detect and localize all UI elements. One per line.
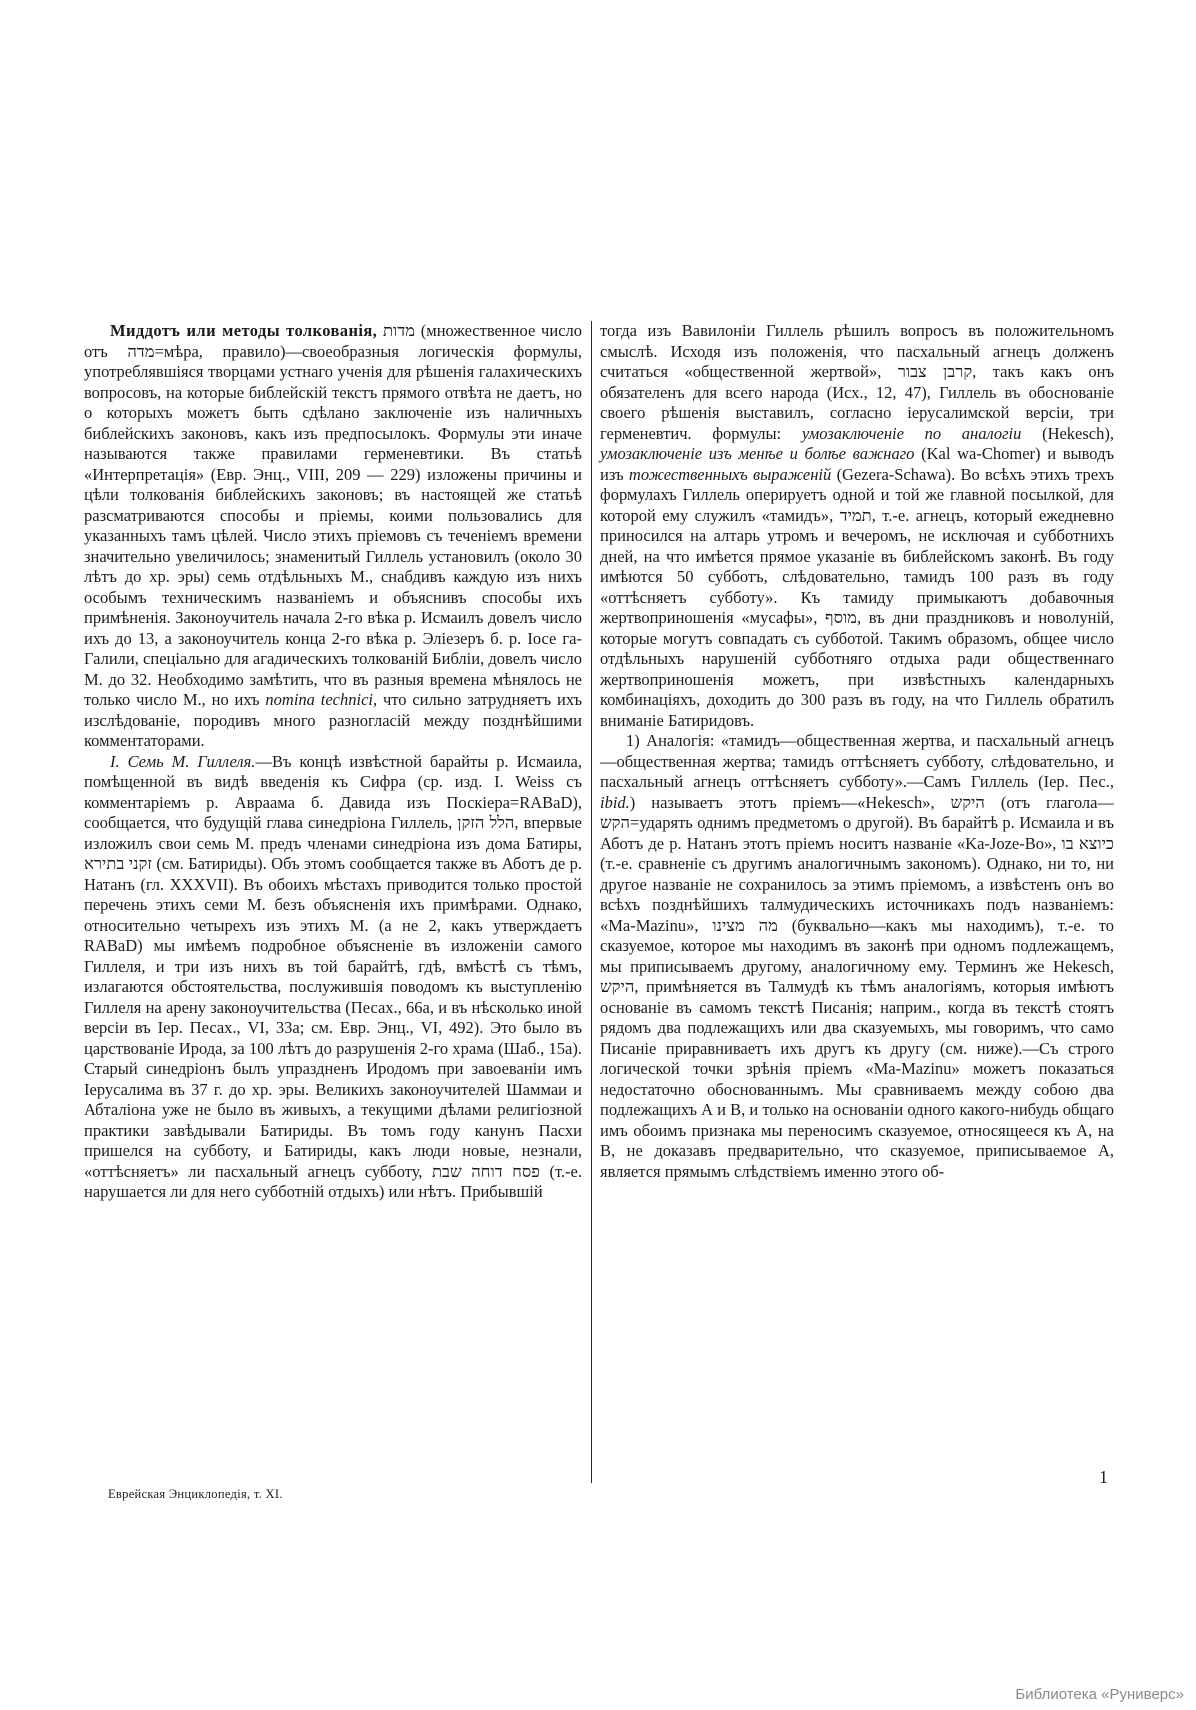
emphasis-text: умозаключеніе изъ менѣе и болѣе важнаго <box>600 444 915 463</box>
text-segment: (Gezera-Schawa). Во всѣхъ этихъ трехъ формулахъ Гиллель оперируетъ одной и той же главной посылкой, для которой ему служилъ «тамидъ», תמיד, т.-е. агнецъ, который ежедневно приносился на алтарь утромъ и вечеромъ, не исключая и субботнихъ дней, на что имѣется прямое указаніе въ библейскомъ законѣ. Въ году имѣются 50 субботъ, слѣдовательно, тамидъ 100 разъ въ году «оттѣсняетъ субботу». Къ тамиду примыкаютъ добавочныя жертвоприношенія «мусафы», מוסף, въ дни праздниковъ и новолуній, которые могутъ совпадать съ субботой. Такимъ образомъ, общее число отдѣльныхъ нарушеній субботняго отдыха ради общественнаго жертвоприношенія можетъ, при извѣстныхъ календарныхъ комбинаціяхъ, доходить до 300 разъ въ году, на что Гиллель обратилъ вниманіе Батиридовъ. <box>600 464 1114 730</box>
text-segment: (Kal wa-Chomer) и выводъ изъ <box>600 444 1114 484</box>
two-column-layout <box>84 321 1114 1483</box>
text-segment: , что сильно затрудняетъ ихъ изслѣдованіе, породивъ много разногласій между позднѣйшими комментаторами. <box>84 690 582 750</box>
paragraph-section-1 <box>84 752 582 1203</box>
text-segment: тогда изъ Вавилоніи Гиллель рѣшилъ вопросъ въ положительномъ смыслѣ. Исходя изъ положенія, что пасхальный агнецъ долженъ считаться «общественной жертвой», קרבן צבור, такъ какъ онъ обязателенъ для всего народа (Исх., 12, 47), Гиллель въ обоснованіе своего рѣшенія выставилъ, согласно іерусалимской версіи, три герменевтич. формулы: <box>600 321 1114 443</box>
emphasis-text: ibid. <box>600 792 630 812</box>
column-divider <box>591 321 592 1483</box>
page-number: 1 <box>1099 1467 1108 1487</box>
emphasis-text: nomina technici <box>265 690 373 709</box>
text-segment: ) называетъ этотъ пріемъ—«Hekesch», היקש (отъ глагола—הקש=ударять однимъ предметомъ о другой). Въ барайтѣ р. Исмаила и въ Аботъ де р. Натанъ этотъ пріемъ носитъ названіе «Ka-Joze-Bo», כיוצא בו (т.-е. сравненіе съ другимъ аналогичнымъ закономъ). Однако, ни то, ни другое названіе не сохранилось за этимъ пріемомъ, а извѣстенъ онъ во всѣхъ позднѣйшихъ талмудическихъ источникахъ подъ названіемъ: «Ma-Mazinu», מה מצינו (буквально—какъ мы находимъ), т.-е. то сказуемое, которое мы находимъ въ законѣ при одномъ подлежащемъ, мы приписываемъ другому, аналогичному ему. Терминъ же Hekesch, היקש, примѣняется въ Талмудѣ къ тѣмъ аналогіямъ, которыя имѣютъ основаніе въ самомъ текстѣ Писанія; наприм., когда въ текстѣ стоятъ рядомъ два подлежащихъ или два сказуемыхъ, мы говоримъ, что само Писаніе приравниваетъ ихъ другъ къ другу (см. ниже).—Съ строго логической точки зрѣнія пріемъ «Ma-Mazinu» можетъ показаться недостаточно обоснованнымъ. Мы сравниваемъ между собою два подлежащихъ А и В, и только на основаніи одного какого-нибудь общаго имъ обоимъ признака мы переносимъ сказуемое, относящееся къ А, на В, не доказавъ предварительно, что сказуемое, приписываемое А, является прямымъ слѣдствіемъ именно этого об- <box>600 792 1114 1181</box>
right-column <box>600 321 1114 1483</box>
volume-imprint: Еврейская Энциклопедія, т. XI. <box>108 1487 283 1501</box>
left-column <box>84 321 582 1483</box>
paragraph-analogy <box>600 731 1114 1182</box>
text-segment: 1) Аналогія: «тамидъ—общественная жертва, и пасхальный агнецъ—общественная жертва; тамидъ оттѣсняетъ субботу, слѣдовательно, и пасхальный агнецъ оттѣсняетъ субботу».—Самъ Гиллель (Іер. Пес., <box>600 731 1114 791</box>
paragraph-continuation <box>600 321 1114 731</box>
paragraph-intro <box>84 321 582 752</box>
emphasis-text: умозаключеніе по аналогіи <box>801 423 1022 443</box>
text-segment: מדות (множественное число отъ מדה=мѣра, правило)—своеобразныя логическія формулы, употреблявшіяся творцами устнаго ученія для рѣшенія галахическихъ вопросовъ, на которые библейскій текстъ прямого отвѣта не даетъ, но о которыхъ можетъ быть сдѣлано заключеніе изъ наличныхъ библейскихъ законовъ, какъ изъ предпосылокъ. Формулы эти иначе называются также правилами герменевтики. Въ статьѣ «Интерпретація» (Евр. Энц., VIII, 209 — 229) изложены причины и цѣли толкованія библейскихъ законовъ; въ настоящей же статьѣ разсматриваются способы и пріемы, коими пользовались для указанныхъ тамъ цѣлей. Число этихъ пріемовъ съ теченіемъ времени значительно увеличилось; знаменитый Гиллель установилъ (около 30 лѣтъ до хр. эры) семь отдѣльныхъ М., снабдивъ каждую изъ нихъ особымъ техническимъ названіемъ и объяснивъ способы ихъ примѣненія. Законоучитель начала 2-го вѣка р. Исмаилъ довелъ число ихъ до 13, а законоучитель конца 2-го вѣка р. Эліезеръ б. р. Іосе га-Галили, спеціально для агадическихъ толкованій Библіи, довелъ число М. до 32. Необходимо замѣтить, что въ разныя времена мѣнялось не только число М., но ихъ <box>84 321 583 709</box>
emphasis-text: І. Семь М. Гиллеля. <box>110 751 256 771</box>
text-segment: —Въ концѣ извѣстной барайты р. Исмаила, помѣщенной въ видѣ введенія къ Сифра (ср. изд. I. Weiss съ комментаріемъ р. Авраама б. Давида изъ Поскіера=RABaD), сообщается, что будущій глава синедріона Гиллель, הלל הזקן, впервые изложилъ свои семь М. предъ членами синедріона изъ дома Батиры, זקני בתירא (см. Батириды). Объ этомъ сообщается также въ Аботъ де р. Натанъ (гл. XXXVII). Въ обоихъ мѣстахъ приводится только простой перечень этихъ семи М. безъ объясненія ихъ примѣрами. Однако, относительно четырехъ изъ этихъ М. (а не 2, какъ утверждаетъ RABaD) мы имѣемъ подробное объясненіе въ изложеніи самого Гиллеля, и три изъ нихъ въ той барайтѣ, гдѣ, вмѣстѣ съ тѣмъ, излагаются обстоятельства, послужившія поводомъ къ выступленію Гиллеля на арену законоучительства (Песах., 66а, и въ нѣсколько иной версіи въ Іер. Песах., VI, 33а; см. Евр. Энц., VI, 492). Это было въ царствованіе Ирода, за 100 лѣтъ до разрушенія 2-го храма (Шаб., 15а). Старый синедріонъ былъ упраздненъ Иродомъ при завоеваніи имъ Іерусалима въ 37 г. до хр. эры. Великихъ законоучителей Шаммаи и Абталіона уже не было въ живыхъ, а текущими дѣлами религіозной практики завѣдывали Батириды. Въ томъ году канунъ Пасхи пришелся на субботу, и Батириды, какъ люди новые, незнали, «оттѣсняетъ» ли пасхальный агнецъ субботу, פסח דוחה שבת (т.-е. нарушается ли для него субботній отдыхъ) или нѣтъ. Прибывшій <box>84 751 582 1201</box>
text-segment: (Hekesch), <box>1021 423 1114 443</box>
article-body <box>84 321 1114 1509</box>
emphasis-text: тожественныхъ выраженій <box>628 464 832 484</box>
article-title: Миддотъ или методы толкованія, <box>110 321 378 340</box>
runivers-library-watermark: Библиотека «Руниверс» <box>1015 1686 1184 1703</box>
